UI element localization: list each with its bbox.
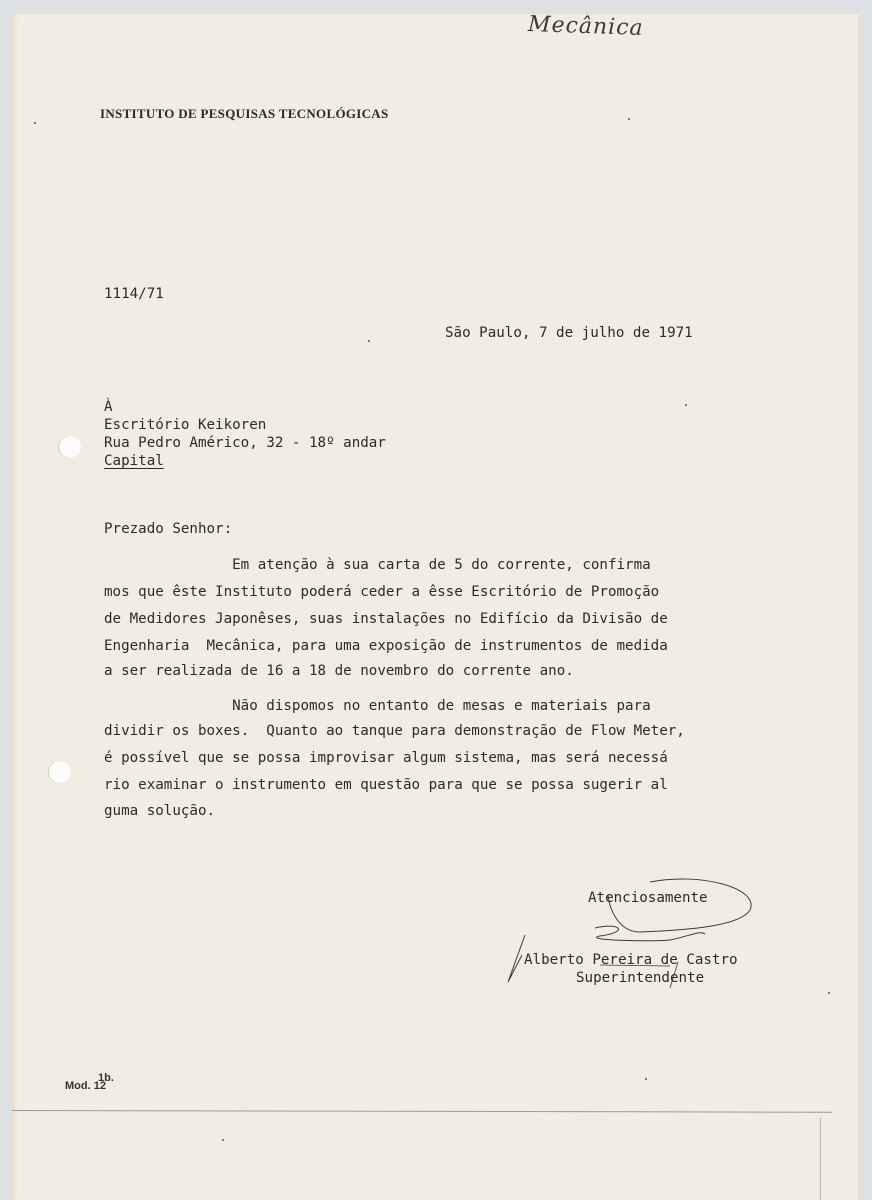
paper-speck xyxy=(645,1078,647,1080)
fold-line-vertical xyxy=(820,1118,821,1200)
recipient-line: Escritório Keikoren xyxy=(104,417,267,433)
paper-speck xyxy=(34,122,36,124)
handwritten-annotation: Mecânica xyxy=(527,11,645,42)
salutation: Prezado Senhor: xyxy=(104,521,233,537)
recipient-line: À xyxy=(104,399,113,415)
paper-speck xyxy=(828,992,830,994)
body-line: Engenharia Mecânica, para uma exposição de instrumentos de medida xyxy=(104,638,668,654)
recipient-line: Rua Pedro Américo, 32 - 18º andar xyxy=(104,435,386,451)
paper-speck xyxy=(368,340,370,342)
paper-speck xyxy=(685,404,687,406)
body-line: a ser realizada de 16 a 18 de novembro do corrente ano. xyxy=(104,663,574,679)
signer-name: Alberto Pereira de Castro xyxy=(524,952,738,968)
paper-speck xyxy=(222,1139,224,1141)
body-line: guma solução. xyxy=(104,803,216,819)
paper-speck xyxy=(628,118,630,120)
body-line: rio examinar o instrumento em questão para que se possa sugerir al xyxy=(104,777,668,793)
body-line: mos que êste Instituto poderá ceder a êsse Escritório de Promoção xyxy=(104,584,660,600)
signer-title: Superintendente xyxy=(576,970,705,986)
punch-hole xyxy=(49,761,71,783)
form-mark-superscript: 1b. xyxy=(98,1072,114,1084)
reference-number: 1114/71 xyxy=(104,286,164,302)
body-line: é possível que se possa improvisar algum sistema, mas será necessá xyxy=(104,750,668,766)
form-mark: Mod. 12 xyxy=(65,1080,106,1092)
paper-sheet xyxy=(12,11,860,1200)
paper-edge xyxy=(858,14,862,1200)
punch-hole xyxy=(59,436,81,458)
body-line: dividir os boxes. Quanto ao tanque para demonstração de Flow Meter, xyxy=(104,723,685,739)
recipient-line: Capital xyxy=(104,453,164,469)
letterhead: INSTITUTO DE PESQUISAS TECNOLÓGICAS xyxy=(100,106,389,121)
date-line: São Paulo, 7 de julho de 1971 xyxy=(445,325,693,341)
body-line: Não dispomos no entanto de mesas e materiais para xyxy=(104,698,651,714)
body-line: Em atenção à sua carta de 5 do corrente, confirma xyxy=(104,557,651,573)
closing: Atenciosamente xyxy=(588,890,708,906)
body-line: de Medidores Japonêses, suas instalações no Edifício da Divisão de xyxy=(104,611,668,627)
